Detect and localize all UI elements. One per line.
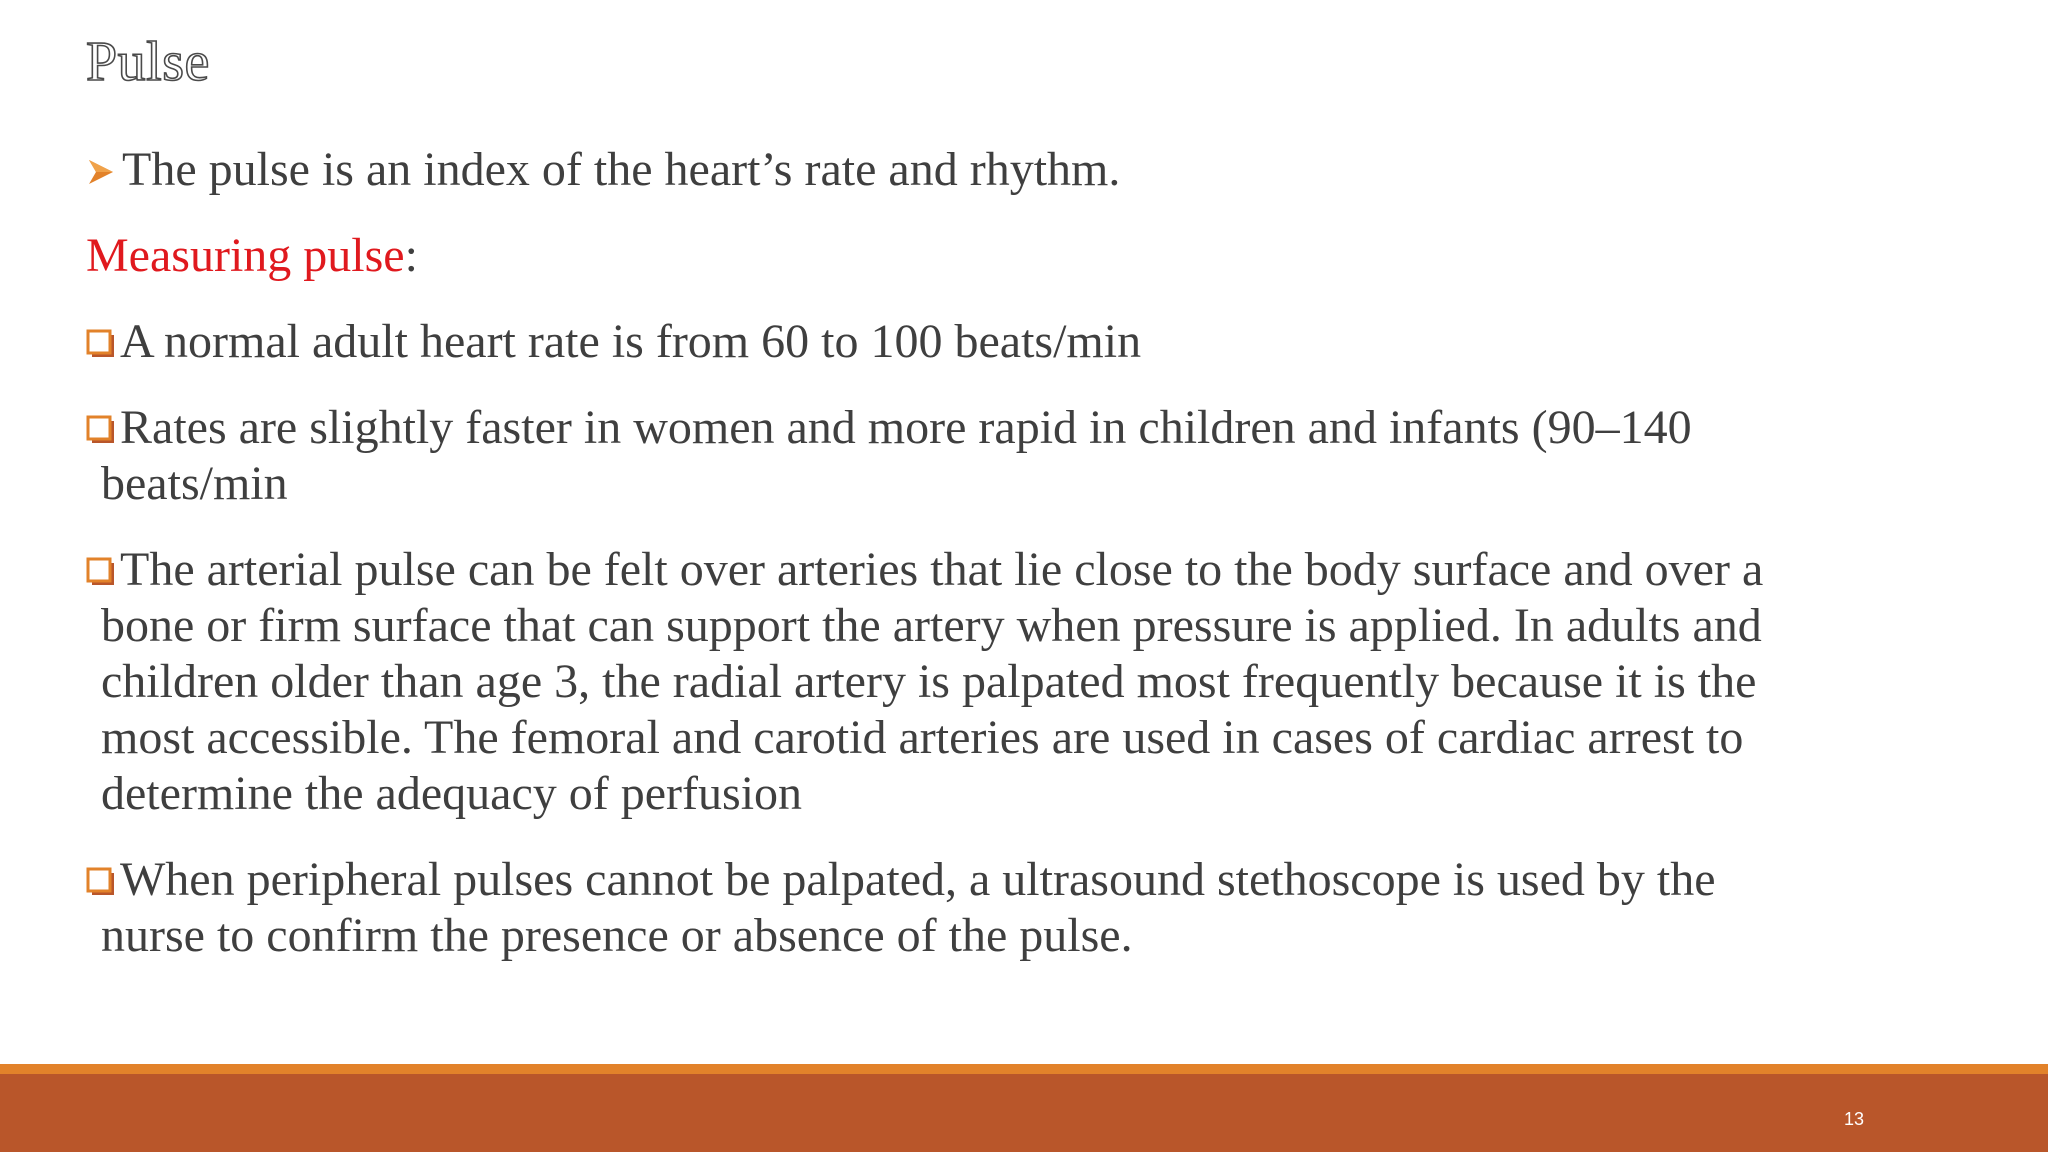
list-item xyxy=(86,400,1776,512)
list-item xyxy=(86,314,1776,370)
list-item xyxy=(86,542,1776,822)
intro-text: The pulse is an index of the heart’s rate and rhythm. xyxy=(122,143,1121,196)
slide-title: Pulse xyxy=(86,31,210,93)
measuring-label: Measuring pulse xyxy=(86,229,405,282)
checkbox-bullet-icon xyxy=(86,329,116,359)
slide-content xyxy=(86,142,1776,994)
list-item-text: When peripheral pulses cannot be palpated, a ultrasound stethoscope is used by the nurse to confirm the presence or absence of the pulse. xyxy=(101,853,1716,962)
list-item-text: Rates are slightly faster in women and more rapid in children and infants (90–140 beats/min xyxy=(101,401,1692,510)
measuring-heading xyxy=(86,228,1776,284)
checkbox-bullet-icon xyxy=(86,415,116,445)
footer-bar xyxy=(0,1074,2048,1152)
checkbox-bullet-icon xyxy=(86,867,116,897)
footer-accent-stripe xyxy=(0,1064,2048,1074)
intro-bullet-item xyxy=(86,142,1776,198)
page-number: 13 xyxy=(1843,1109,1864,1129)
list-item xyxy=(86,852,1776,964)
measuring-colon: : xyxy=(404,229,418,282)
checkbox-bullet-icon xyxy=(86,557,116,587)
list-item-text: A normal adult heart rate is from 60 to 100 beats/min xyxy=(120,315,1142,368)
list-item-text: The arterial pulse can be felt over arteries that lie close to the body surface and over a bone or firm surface that can support the artery when pressure is applied. In adults and children older than age 3, the radial artery is palpated most frequently because it is the most accessible. The femoral and carotid arteries are used in cases of cardiac arrest to determine the adequacy of perfusion xyxy=(101,543,1764,820)
arrow-bullet-icon xyxy=(86,157,116,187)
